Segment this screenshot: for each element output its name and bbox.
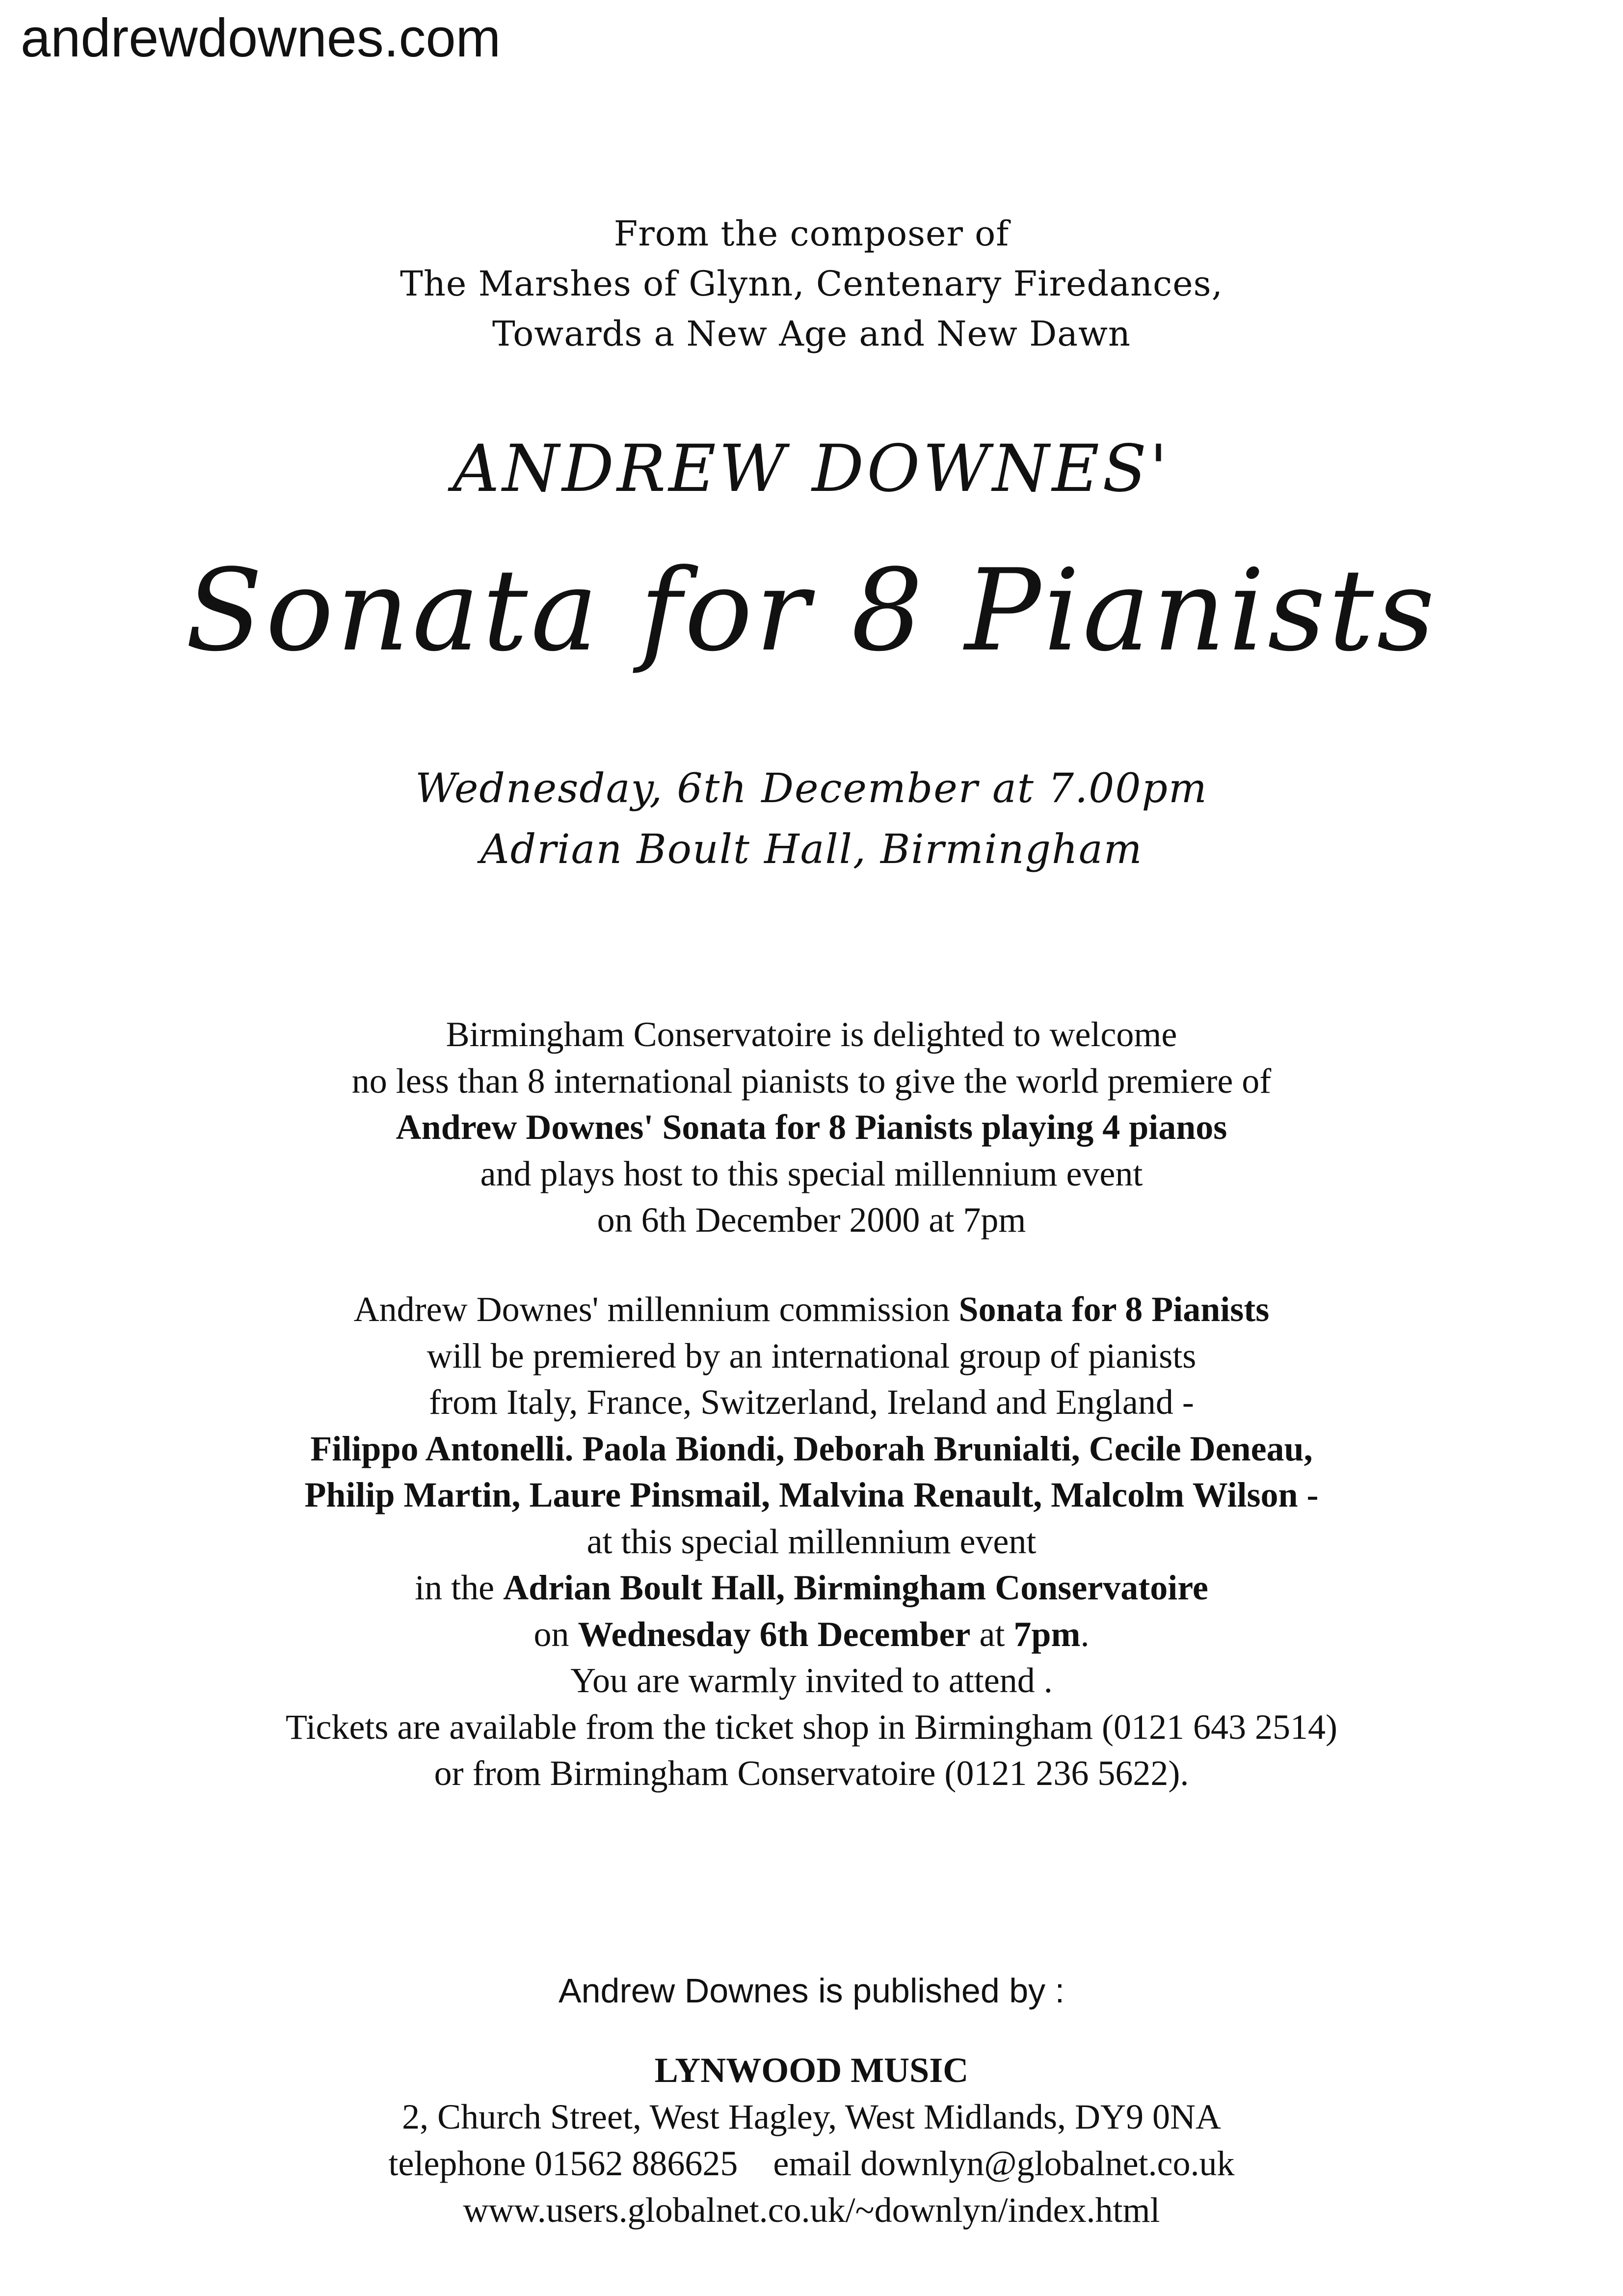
publisher-contact: telephone 01562 886625 email downlyn@globalnet.co.uk [388,2144,1235,2183]
tickets-line: or from Birmingham Conservatoire (0121 236 5622). [434,1754,1189,1793]
bold-text: LYNWOOD MUSIC [654,2051,969,2090]
intro-line: Towards a New Age and New Dawn [492,314,1131,354]
text-span: Andrew Downes' millennium commission [353,1290,959,1329]
text-line: You are warmly invited to attend . [570,1661,1053,1700]
bold-text: Philip Martin, Laure Pinsmail, Malvina Renault, Malcolm Wilson - [304,1475,1319,1514]
bold-text: Adrian Boult Hall, Birmingham Conservatoire [503,1568,1208,1607]
text-line: will be premiered by an international group of pianists [426,1336,1197,1376]
event-datetime: Wednesday, 6th December at 7.00pm [415,765,1208,812]
text-line [0,1611,1623,1658]
text-span: in the [415,1568,504,1607]
pianists-line [0,1472,1623,1518]
text-line: and plays host to this special millennium event [480,1154,1143,1193]
text-line-bold [0,1104,1623,1151]
bold-text: Sonata for 8 Pianists [958,1290,1270,1329]
text-line [0,1286,1623,1333]
intro-block [0,209,1623,359]
tickets-line: Tickets are available from the ticket shop in Birmingham (0121 643 2514) [286,1707,1337,1747]
publisher-name [0,2047,1623,2094]
text-line: at this special millennium event [586,1521,1037,1561]
publisher-intro: Andrew Downes is published by : [558,1972,1065,2010]
composer-heading: ANDREW DOWNES' [452,431,1171,507]
intro-line: From the composer of [613,214,1010,254]
intro-line: The Marshes of Glynn, Centenary Firedances, [400,264,1223,304]
bold-text: Filippo Antonelli. Paola Biondi, Deborah Brunialti, Cecile Deneau, [310,1429,1313,1468]
text-line: from Italy, France, Switzerland, Ireland and England - [429,1382,1194,1422]
text-line: on 6th December 2000 at 7pm [597,1200,1026,1240]
publisher-block [0,2047,1623,2234]
text-line: Birmingham Conservatoire is delighted to welcome [446,1015,1177,1054]
text-span: on [533,1614,578,1654]
text-span: . [1080,1614,1090,1654]
site-label: andrewdownes.com [21,8,501,68]
pianists-line [0,1426,1623,1472]
page-title: Sonata for 8 Pianists [185,545,1438,676]
event-venue: Adrian Boult Hall, Birmingham [480,826,1143,873]
bold-text: Wednesday 6th December [578,1614,971,1654]
publisher-website: www.users.globalnet.co.uk/~downlyn/index.html [463,2190,1160,2230]
bold-text: 7pm [1013,1614,1081,1654]
publisher-address: 2, Church Street, West Hagley, West Midlands, DY9 0NA [402,2097,1221,2136]
event-details [0,758,1623,880]
text-line [0,1565,1623,1611]
text-line: no less than 8 international pianists to give the world premiere of [351,1061,1272,1101]
commission-paragraph [0,1286,1623,1797]
bold-text: Andrew Downes' Sonata for 8 Pianists playing 4 pianos [396,1107,1227,1147]
welcome-paragraph [0,1011,1623,1243]
text-span: at [970,1614,1014,1654]
